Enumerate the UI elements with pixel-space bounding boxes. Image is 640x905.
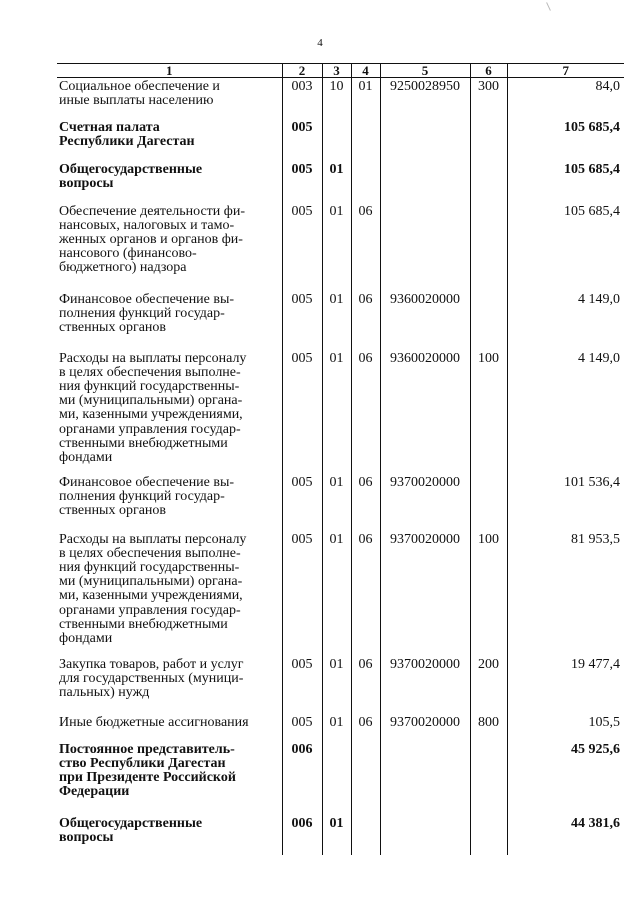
- target-article-code: [380, 741, 470, 815]
- target-article-code: [380, 119, 470, 161]
- col-header-6: 6: [470, 64, 507, 78]
- header-row: [57, 64, 624, 78]
- budget-table: [57, 63, 624, 855]
- row-name: Счетная палата Республики Дагестан: [59, 119, 195, 149]
- ministry-code: 005: [282, 203, 322, 291]
- ministry-code: 006: [282, 815, 322, 855]
- section-code: 01: [322, 531, 351, 656]
- expense-type-code: 300: [470, 78, 507, 119]
- row-name: Финансовое обеспечение вы- полнения функций государ- ственных органов: [59, 291, 235, 335]
- subsection-code: 06: [351, 474, 380, 531]
- amount: 84,0: [507, 78, 624, 119]
- amount: 19 477,4: [507, 656, 624, 714]
- subsection-code: 01: [351, 78, 380, 119]
- subsection-code: 06: [351, 350, 380, 474]
- subsection-code: [351, 815, 380, 855]
- table-row: [57, 78, 624, 119]
- col-header-5: 5: [380, 64, 470, 78]
- section-code: 01: [322, 815, 351, 855]
- section-code: 01: [322, 474, 351, 531]
- table-row: [57, 815, 624, 855]
- table-row: [57, 741, 624, 815]
- target-article-code: 9370020000: [380, 656, 470, 714]
- amount: 105,5: [507, 714, 624, 741]
- target-article-code: [380, 203, 470, 291]
- section-code: [322, 119, 351, 161]
- table-row: [57, 161, 624, 203]
- row-name: Обеспечение деятельности фи- нансовых, налоговых и тамо- женных органов и органов фи- нансового (финансово- бюджетного) надзора: [59, 203, 246, 276]
- amount: 4 149,0: [507, 350, 624, 474]
- section-code: [322, 741, 351, 815]
- row-name: Общегосударственные вопросы: [59, 161, 203, 191]
- table-row: [57, 531, 624, 656]
- table-row: [57, 714, 624, 741]
- row-name: Закупка товаров, работ и услуг для государственных (муници- пальных) нужд: [59, 656, 244, 700]
- amount: 105 685,4: [507, 119, 624, 161]
- subsection-code: 06: [351, 291, 380, 350]
- amount: 45 925,6: [507, 741, 624, 815]
- expense-type-code: [470, 474, 507, 531]
- expense-type-code: [470, 815, 507, 855]
- expense-type-code: [470, 291, 507, 350]
- table-row: [57, 474, 624, 531]
- target-article-code: 9360020000: [380, 350, 470, 474]
- ministry-code: 005: [282, 350, 322, 474]
- amount: 4 149,0: [507, 291, 624, 350]
- expense-type-code: 100: [470, 531, 507, 656]
- col-header-4: 4: [351, 64, 380, 78]
- row-name: Расходы на выплаты персоналу в целях обеспечения выполне- ния функций государственны- ми (муниципальными) органа- ми, казенными учреждениями, органами управления государ- ственными внебюджетными фондами: [59, 350, 247, 465]
- col-header-7: 7: [507, 64, 624, 78]
- subsection-code: 06: [351, 714, 380, 741]
- subsection-code: [351, 119, 380, 161]
- section-code: 01: [322, 656, 351, 714]
- target-article-code: 9360020000: [380, 291, 470, 350]
- target-article-code: 9370020000: [380, 531, 470, 656]
- target-article-code: 9370020000: [380, 714, 470, 741]
- target-article-code: 9370020000: [380, 474, 470, 531]
- subsection-code: 06: [351, 531, 380, 656]
- scan-mark: [546, 2, 551, 11]
- col-header-3: 3: [322, 64, 351, 78]
- ministry-code: 005: [282, 656, 322, 714]
- section-code: 10: [322, 78, 351, 119]
- ministry-code: 005: [282, 714, 322, 741]
- table-row: [57, 656, 624, 714]
- section-code: 01: [322, 291, 351, 350]
- amount: 101 536,4: [507, 474, 624, 531]
- ministry-code: 005: [282, 531, 322, 656]
- page-number: 4: [317, 37, 323, 49]
- table-row: [57, 203, 624, 291]
- subsection-code: [351, 741, 380, 815]
- table-row: [57, 350, 624, 474]
- table-row: [57, 119, 624, 161]
- expense-type-code: [470, 203, 507, 291]
- expense-type-code: 800: [470, 714, 507, 741]
- target-article-code: [380, 161, 470, 203]
- ministry-code: 005: [282, 291, 322, 350]
- expense-type-code: [470, 119, 507, 161]
- ministry-code: 006: [282, 741, 322, 815]
- amount: 105 685,4: [507, 161, 624, 203]
- subsection-code: 06: [351, 203, 380, 291]
- row-name: Постоянное представитель- ство Республики Дагестан при Президенте Российской Федерации: [59, 741, 236, 800]
- section-code: 01: [322, 203, 351, 291]
- row-name: Общегосударственные вопросы: [59, 815, 203, 845]
- ministry-code: 003: [282, 78, 322, 119]
- amount: 105 685,4: [507, 203, 624, 291]
- target-article-code: 9250028950: [380, 78, 470, 119]
- amount: 44 381,6: [507, 815, 624, 855]
- subsection-code: [351, 161, 380, 203]
- target-article-code: [380, 815, 470, 855]
- section-code: 01: [322, 714, 351, 741]
- expense-type-code: [470, 741, 507, 815]
- row-name: Социальное обеспечение и иные выплаты населению: [59, 79, 220, 109]
- row-name: Иные бюджетные ассигнования: [59, 714, 249, 730]
- expense-type-code: 200: [470, 656, 507, 714]
- ministry-code: 005: [282, 474, 322, 531]
- row-name: Финансовое обеспечение вы- полнения функций государ- ственных органов: [59, 474, 235, 518]
- section-code: 01: [322, 161, 351, 203]
- amount: 81 953,5: [507, 531, 624, 656]
- expense-type-code: [470, 161, 507, 203]
- row-name: Расходы на выплаты персоналу в целях обеспечения выполне- ния функций государственны- ми (муниципальными) органа- ми, казенными учреждениями, органами управления государ- ственными внебюджетными фондами: [59, 531, 247, 646]
- col-header-1: 1: [57, 64, 282, 78]
- section-code: 01: [322, 350, 351, 474]
- ministry-code: 005: [282, 161, 322, 203]
- col-header-2: 2: [282, 64, 322, 78]
- ministry-code: 005: [282, 119, 322, 161]
- expense-type-code: 100: [470, 350, 507, 474]
- subsection-code: 06: [351, 656, 380, 714]
- table-row: [57, 291, 624, 350]
